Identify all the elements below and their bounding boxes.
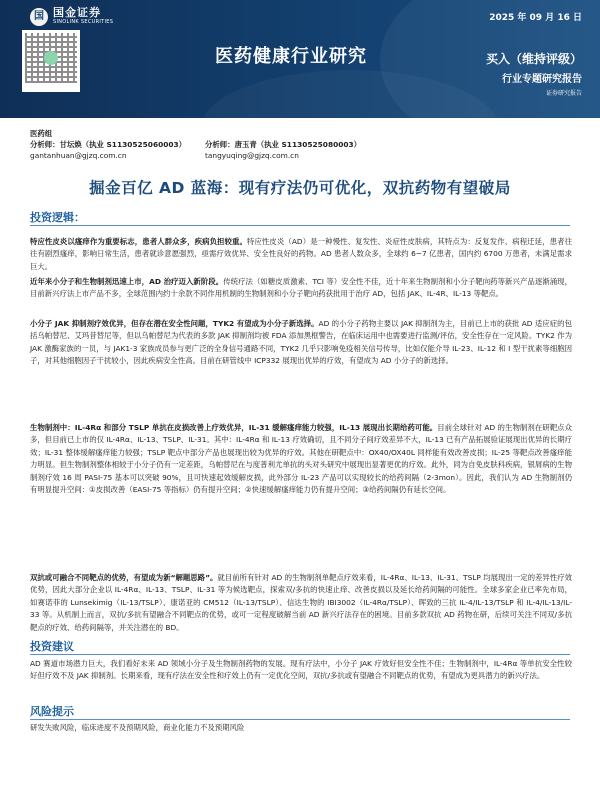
company-logo <box>30 7 113 26</box>
section-title-advice: 投资建议 <box>30 640 570 655</box>
paragraph-3 <box>30 318 572 368</box>
analyst-2: 分析师：唐玉青（执业 S1130525080003） <box>205 140 362 149</box>
analyst-1: 分析师：甘坛焕（执业 S1130525060003） <box>30 140 187 149</box>
report-type: 行业专题研究报告 <box>502 74 582 85</box>
analyst-group: 医药组 <box>30 129 53 138</box>
paragraph-5 <box>30 572 572 634</box>
main-title: 掘金百亿 AD 蓝海：现有疗法仍可优化，双抗药物有望破局 <box>89 179 511 197</box>
rating-badge: 买入（维持评级） <box>485 52 582 66</box>
paragraph-2-text: 传统疗法（如糖皮质激素、TCI 等）安全性不佳，近十年来生物制剂和小分子靶向药等新兴产品逐渐涌现，目前新兴疗法上市产品不多，全球范围内约十余款不同作用机制的生物制剂和小分子靶向药获批用于治疗 AD，包括 JAK、IL-4R、IL-13 等靶点。 <box>30 277 573 299</box>
logo-text <box>53 7 113 26</box>
paragraph-1-lead: 特应性皮炎以瘙痒作为重要标志，患者人群众多，疾病负担较重。 <box>30 237 247 246</box>
paragraph-5-text: 就目前所有针对 AD 的生物制剂单靶点疗效来看，IL-4Rα、IL-13、IL-31、TSLP 均展现出一定的差异性疗效优势，因此大部分企业以 IL-4Rα、IL-13、TSLP、IL-31 等为候选靶点，探索双/多抗的快速止痒、改善皮损以及延长给药间隔的可能性。全球多家企业已率先布局，如赛诺菲的 Lunsekimig（IL-13/TSLP）、康诺亚的 CM512（IL-13/TSLP）、信达生物的 IBI3002（IL-4Rα/TSLP）、晖致的三抗 IL-4/IL-13/TSLP 和 IL-4/IL-13/IL-33 等。从机制上而言，双抗/多抗有望融合不同靶点的优势，或可一定程度破解当前 AD 新兴疗法存在的困境。目前多款双抗 AD 药物在研，后续可关注不同双/多抗靶点的疗效、给药间隔等，并关注潜在的 BD。 <box>30 573 572 632</box>
report-department: 证券研究报告 <box>545 90 582 97</box>
paragraph-5-lead: 双抗或可融合不同靶点的优势，有望成为新“解题思路”。 <box>30 573 218 582</box>
paragraph-3-text: AD 的小分子药物主要以 JAK 抑制剂为主，目前已上市的获批 AD 适应症的包括乌帕替尼、艾玛昔替尼等，但以乌帕替尼为代表的多款 JAK 抑制剂均被 FDA 添加黑框警告，在临床运用中也需要进行监测/评估，安全性存在一定风险。TYK2 作为 JAK 激酶家族的一员，与 JAK1-3 家族成员参与更广泛的全身信号通路不同，TYK2 几乎只影响免疫相关信号传导，比如仅能介导 IL-23、IL-12 和 I 型干扰素等细胞因子，对其他细胞因子干扰较小，因此疾病安全性高。目前在研管线中 ICP332 展现出优异的疗效，有望成为 AD 小分子的新选择。 <box>30 319 572 366</box>
logo-cn: 国金证券 <box>53 6 101 19</box>
paragraph-advice: AD 赛道市场潜力巨大，我们看好未来 AD 领域小分子及生物制剂药物的发展。现有疗法中，小分子 JAK 疗效好但安全性不佳；生物制剂中，IL-4Rα 等单抗安全性较好但疗效不及 JAK 抑制剂。长期来看，现有疗法在安全性和疗效上仍有一定优化空间，双抗/多抗或有望融合不同靶点的优势，有望成为更具潜力的新兴疗法。 <box>30 659 572 681</box>
analyst-email-row <box>30 150 570 161</box>
analyst-row <box>30 139 570 150</box>
report-title: 医药健康行业研究 <box>215 46 367 67</box>
paragraph-1-text: 特应性皮炎（AD）是一种慢性、复发性、炎症性皮肤病，其特点为：反复发作、病程迁延，患者往往有剧烈瘙痒，影响日常生活，患者就诊意愿强烈，亟需疗效优异、安全性良好的药物。AD 患者人数众多，全球约 6~7 亿患者，国内约 6700 万患者，未满足需求巨大。 <box>30 237 572 271</box>
paragraph-4-text: 目前全球针对 AD 的生物制剂在研靶点众多，但目前已上市的仅 IL-4Rα、IL-13、TSLP、IL-31。其中：IL-4Rα 和 IL-13 疗效确切，且不同分子间疗效差异不大，IL-13 已有产品拓展验证展现出优异的长期疗效；IL-31 整体缓解瘙痒能力较强；TSLP 靶点中部分产品也展现出较为优异的疗效。其他在研靶点中：OX40/OX40L 同样能有效改善皮损；IL-25 等靶点改善瘙痒能力明显。但生物制剂整体相较于小分子仍有一定差距，乌帕替尼在与度普利尤单抗的头对头研究中展现出显著更优的疗效。此外，同为自免皮肤科疾病，银屑病的生物制剂疗效 16 周 PASI-75 基本可以突破 90%，且可快速起效缓解皮损，此外部分 IL-23 产品可以实现较长的给药间隔（2-3mon）。因此，我们认为 AD 生物制剂仍有明显提升空间：①皮损改善（EASI-75 等指标）仍有提升空间；②快速缓解瘙痒能力仍有提升空间；③给药间隔仍有延长空间。 <box>30 423 573 495</box>
section-title-risk: 风险提示 <box>30 705 570 720</box>
report-date: 2025 年 09 月 16 日 <box>489 13 582 23</box>
paragraph-1 <box>30 236 572 273</box>
paragraph-4-lead: 生物制剂中：IL-4Rα 和部分 TSLP 单抗在皮损改善上疗效优异，IL-31 缓解瘙痒能力较强，IL-13 展现出长期给药可能。 <box>30 423 438 432</box>
logo-mark-icon: 国 <box>30 8 48 26</box>
qr-code-icon <box>22 30 80 92</box>
analyst-block <box>30 128 570 161</box>
logo-en: SINOLINK SECURITIES <box>53 19 114 25</box>
paragraph-2 <box>30 276 572 301</box>
paragraph-3-lead: 小分子 JAK 抑制剂疗效优异，但存在潜在安全性问题，TYK2 有望成为小分子新选择。 <box>30 319 319 328</box>
report-header <box>0 0 600 118</box>
paragraph-risk: 研发失败风险，临床进度不及预期风险，商业化能力不及预期风险 <box>30 723 245 732</box>
section-title-logic: 投资逻辑： <box>30 211 570 226</box>
paragraph-2-lead: 近年来小分子和生物制剂迅速上市，AD 治疗迈入新阶段。 <box>30 277 224 286</box>
paragraph-4 <box>30 422 572 497</box>
analyst-2-email[interactable]: tangyuqing@gjzq.com.cn <box>205 151 299 160</box>
analyst-1-email[interactable]: gantanhuan@gjzq.com.cn <box>30 151 127 160</box>
